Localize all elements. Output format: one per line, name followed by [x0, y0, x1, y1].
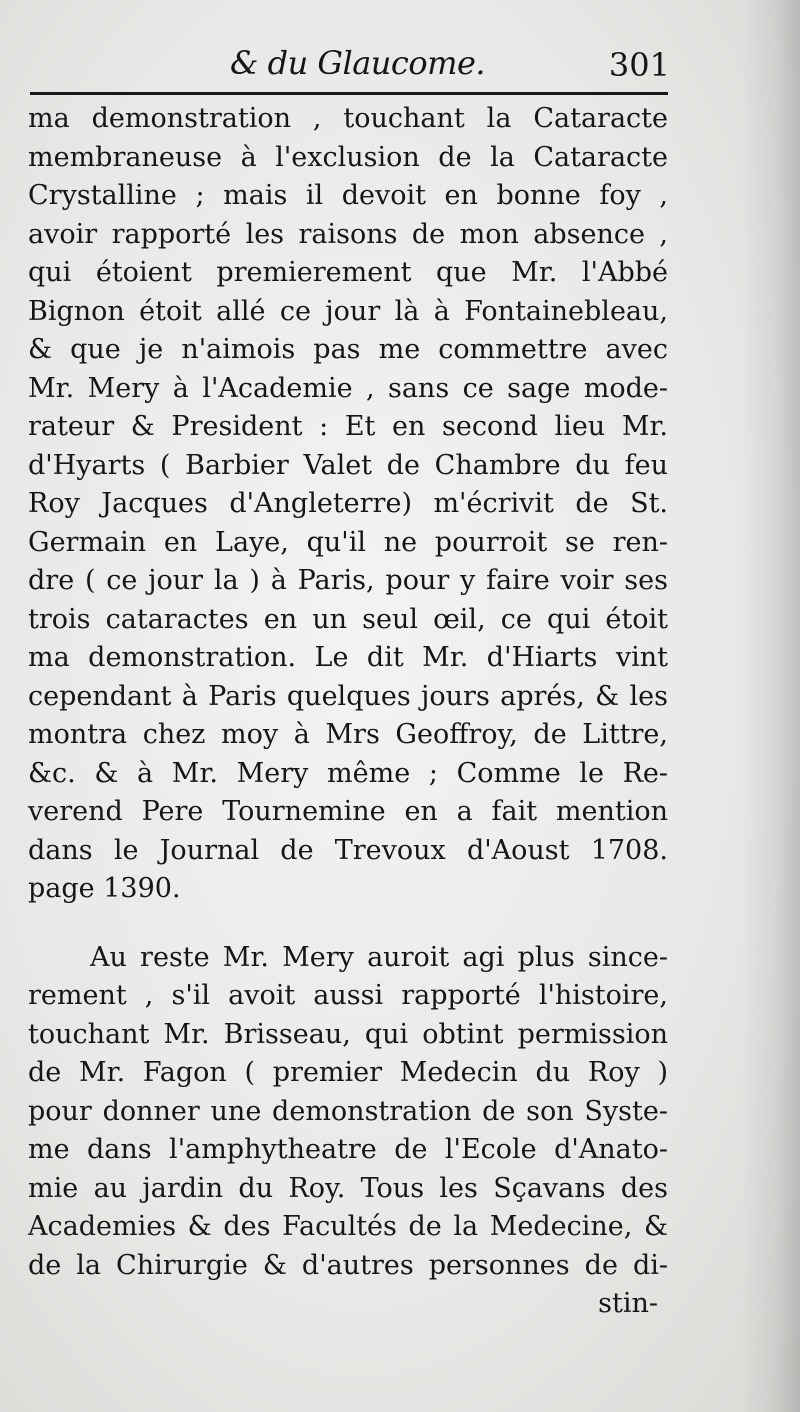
text-line: page 1390. — [28, 873, 181, 904]
text-line: de Mr. Fagon ( premier Medecin du Roy ) — [28, 1057, 668, 1088]
text-line: &c. & à Mr. Mery même ; Comme le Re- — [28, 757, 668, 789]
paragraph-gap — [28, 909, 668, 939]
text-line: me dans l'amphytheatre de l'Ecole d'Anato- — [28, 1134, 668, 1165]
text-line: verend Pere Tournemine en a fait mention — [28, 796, 668, 827]
text-line: dans le Journal de Trevoux d'Aoust 1708. — [28, 834, 668, 866]
text-line: qui étoient premierement que Mr. l'Abbé — [28, 257, 668, 288]
text-line: Academies & des Facultés de la Medecine, & — [28, 1211, 668, 1242]
running-title: & du Glaucome. — [230, 44, 486, 82]
text-line: Bignon étoit allé ce jour là à Fontainebleau, — [28, 295, 668, 327]
text-line: Crystalline ; mais il devoit en bonne foy , — [28, 180, 668, 211]
page-header — [30, 40, 670, 90]
text-line: rateur & President : Et en second lieu Mr. — [28, 411, 668, 442]
text-line: montra chez moy à Mrs Geoffroy, de Littre, — [28, 719, 668, 750]
text-line: ma demonstration. Le dit Mr. d'Hiarts vint — [28, 642, 668, 673]
text-line: touchant Mr. Brisseau, qui obtint permission — [28, 1018, 668, 1050]
catchword: stin- — [598, 1288, 658, 1319]
text-line: dre ( ce jour la ) à Paris, pour y faire voir ses — [28, 565, 668, 596]
header-rule — [30, 92, 668, 95]
text-line: ma demonstration , touchant la Cataracte — [28, 103, 668, 134]
text-line: Germain en Laye, qu'il ne pourroit se ren- — [28, 526, 668, 558]
text-line: d'Hyarts ( Barbier Valet de Chambre du feu — [28, 449, 668, 481]
text-line: Au reste Mr. Mery auroit agi plus since- — [90, 941, 668, 973]
text-line: avoir rapporté les raisons de mon absence , — [28, 218, 668, 250]
page-number: 301 — [608, 46, 670, 84]
text-line: trois cataractes en un seul œil, ce qui étoit — [28, 603, 668, 635]
text-line: cependant à Paris quelques jours aprés, & les — [28, 680, 668, 712]
text-line: Mr. Mery à l'Academie , sans ce sage mode- — [28, 372, 668, 404]
text-line: Roy Jacques d'Angleterre) m'écrivit de St. — [28, 488, 668, 519]
text-line: membraneuse à l'exclusion de la Cataracte — [28, 141, 668, 173]
text-line: pour donner une demonstration de son Syste- — [28, 1095, 668, 1127]
text-line: rement , s'il avoit aussi rapporté l'histoire, — [28, 980, 668, 1011]
paragraph-2 — [28, 939, 668, 1286]
text-line: mie au jardin du Roy. Tous les Sçavans des — [28, 1172, 668, 1204]
text-line: de la Chirurgie & d'autres personnes de di- — [28, 1249, 668, 1281]
page-shadow — [740, 0, 800, 1412]
body-text — [28, 100, 668, 1324]
text-line: & que je n'aimois pas me commettre avec — [28, 334, 668, 365]
paragraph-1 — [28, 100, 668, 909]
